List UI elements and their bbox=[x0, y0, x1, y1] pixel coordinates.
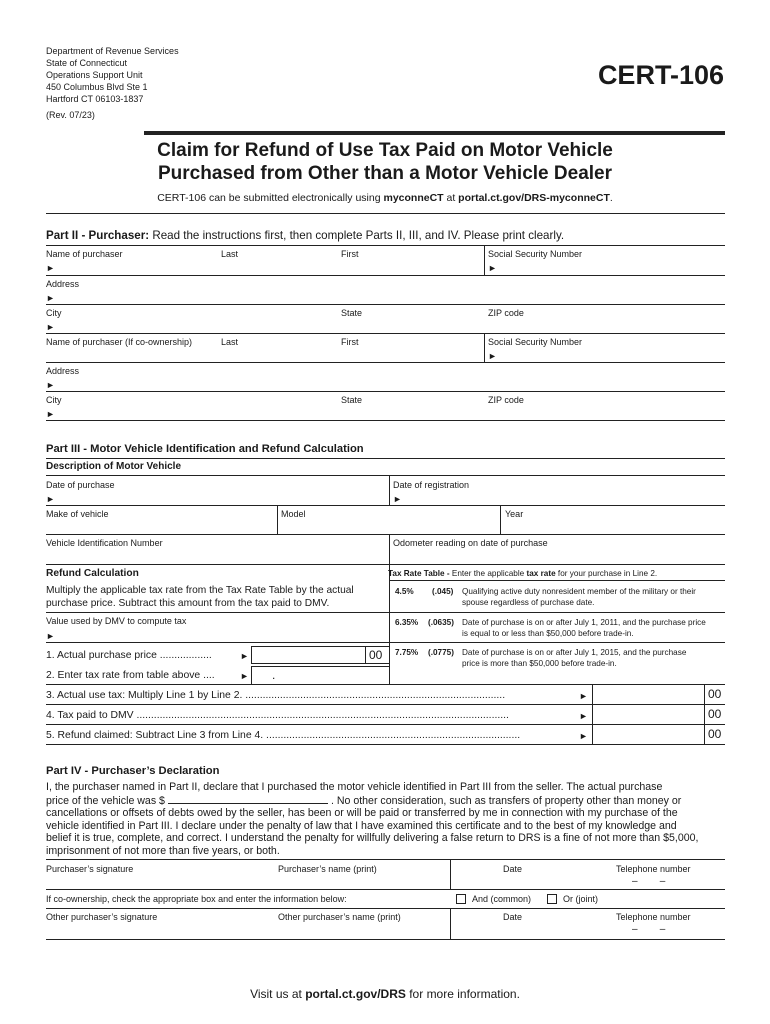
form-number: CERT-106 bbox=[597, 60, 724, 90]
footer-link[interactable]: portal.ct.gov/DRS bbox=[305, 987, 406, 1001]
divider bbox=[46, 245, 725, 246]
divider bbox=[46, 275, 725, 276]
refund-instructions-line-2: purchase price. Subtract this amount from the tax paid to DMV. bbox=[46, 598, 330, 609]
declaration-text bbox=[46, 781, 730, 858]
part2-instructions: Read the instructions first, then complete Parts II, III, and IV. Please print clearly. bbox=[152, 229, 565, 242]
co-ownership-instruction: If co-ownership, check the appropriate box and enter the information below: bbox=[46, 894, 347, 904]
divider bbox=[46, 889, 725, 890]
divider bbox=[46, 213, 725, 214]
rate-3-description-line-2: price is more than $50,000 before trade-in. bbox=[462, 659, 617, 668]
purchaser-signature-label: Purchaser’s signature bbox=[46, 864, 134, 874]
form-title-line-2: Purchased from Other than a Motor Vehicle Dealer bbox=[157, 163, 612, 184]
purchaser-name-print-label: Purchaser’s name (print) bbox=[278, 864, 377, 874]
rate-1-percent: 4.5% bbox=[395, 587, 414, 596]
co-first-name-label: First bbox=[341, 337, 359, 347]
footer-suffix: for more information. bbox=[405, 987, 520, 1001]
co-purchaser-name-label: Name of purchaser (If co-ownership) bbox=[46, 337, 193, 347]
divider bbox=[46, 564, 725, 565]
footer-prefix: Visit us at bbox=[250, 987, 306, 1001]
tax-rate-table-title: Tax Rate Table - bbox=[388, 569, 452, 578]
line-1-cents: 00 bbox=[369, 648, 383, 662]
tax-rate-table-text-2: for your purchase in Line 2. bbox=[555, 569, 658, 578]
declaration-line-4: vehicle identified in Part III. I declare under the penalty of law that I have examined this certificate and to the best of my knowledge and bbox=[46, 819, 677, 832]
divider bbox=[46, 391, 725, 392]
address-field[interactable]: ► bbox=[46, 293, 55, 303]
divider bbox=[46, 908, 725, 909]
declaration-line-6: imprisonment of not more than five years, or both. bbox=[46, 844, 280, 857]
purchase-price-field[interactable] bbox=[168, 794, 328, 804]
tax-rate-table-text-1: Enter the applicable bbox=[451, 569, 527, 578]
co-city-label: City bbox=[46, 395, 62, 405]
divider bbox=[46, 744, 725, 745]
tax-rate-table-heading bbox=[388, 568, 657, 579]
purchaser-date-label: Date bbox=[503, 864, 523, 874]
co-ssn-field[interactable]: ► bbox=[488, 351, 497, 361]
divider bbox=[389, 475, 390, 505]
line-2-decimal: . bbox=[272, 668, 276, 682]
divider bbox=[450, 859, 451, 889]
agency-line-2: State of Connecticut bbox=[46, 58, 128, 68]
rate-3-description-line-1: Date of purchase is on or after July 1, 2015, and the purchase bbox=[462, 648, 687, 657]
line-4-cents: 00 bbox=[708, 707, 722, 721]
date-of-purchase-label: Date of purchase bbox=[46, 480, 115, 490]
divider bbox=[46, 458, 725, 459]
dmv-value-field[interactable]: ► bbox=[46, 631, 55, 641]
date-of-registration-label: Date of registration bbox=[393, 480, 470, 490]
date-of-registration-field[interactable]: ► bbox=[393, 494, 402, 504]
other-purchaser-name-label: Other purchaser’s name (print) bbox=[278, 912, 401, 922]
purchaser-name-field[interactable]: ► bbox=[46, 263, 55, 273]
form-title-line-1: Claim for Refund of Use Tax Paid on Motor Vehicle bbox=[157, 140, 613, 161]
rate-1-decimal: (.045) bbox=[432, 587, 454, 596]
divider bbox=[484, 333, 485, 362]
part3-heading: Part III - Motor Vehicle Identification and Refund Calculation bbox=[46, 443, 364, 455]
divider bbox=[46, 304, 725, 305]
line-5-amount-field[interactable] bbox=[592, 724, 725, 744]
rate-2-description bbox=[462, 617, 706, 639]
divider bbox=[46, 939, 725, 940]
vehicle-description-heading: Description of Motor Vehicle bbox=[46, 461, 182, 472]
line-3-arrow: ► bbox=[579, 691, 588, 701]
co-address-field[interactable]: ► bbox=[46, 380, 55, 390]
line-1-label: 1. Actual purchase price .................. bbox=[46, 650, 212, 661]
declaration-line-5: belief it is true, complete, and correct. I understand the penalty for willfully delivering a false return to DRS is a fine of not more than $5,000, bbox=[46, 832, 699, 845]
divider bbox=[704, 704, 705, 724]
divider bbox=[46, 505, 725, 506]
refund-calculation-heading: Refund Calculation bbox=[46, 568, 139, 579]
declaration-line-2 bbox=[46, 794, 730, 808]
line-4-label: 4. Tax paid to DMV ................................................................................................................................. bbox=[46, 710, 509, 721]
divider bbox=[450, 908, 451, 939]
divider bbox=[389, 642, 725, 643]
other-purchaser-signature-label: Other purchaser’s signature bbox=[46, 912, 158, 922]
refund-instructions-line-1: Multiply the applicable tax rate from the Tax Rate Table by the actual bbox=[46, 585, 354, 596]
rate-2-description-line-1: Date of purchase is on or after July 1, 2011, and the purchase price bbox=[462, 618, 706, 627]
revision-date: (Rev. 07/23) bbox=[46, 110, 95, 120]
rate-3-description bbox=[462, 647, 686, 669]
last-name-label: Last bbox=[221, 249, 239, 259]
rate-3-decimal: (.0775) bbox=[428, 648, 454, 657]
rate-2-percent: 6.35% bbox=[395, 618, 419, 627]
state-label: State bbox=[341, 308, 363, 318]
ssn-field[interactable]: ► bbox=[488, 263, 497, 273]
divider bbox=[277, 505, 278, 534]
make-label: Make of vehicle bbox=[46, 509, 109, 519]
agency-line-4: 450 Columbus Blvd Ste 1 bbox=[46, 82, 148, 92]
electronic-notice bbox=[0, 192, 770, 205]
divider bbox=[46, 859, 725, 860]
divider bbox=[704, 724, 705, 744]
refund-instructions bbox=[46, 584, 354, 610]
vin-label: Vehicle Identification Number bbox=[46, 538, 163, 548]
line-4-amount-field[interactable] bbox=[592, 704, 725, 724]
ssn-label: Social Security Number bbox=[488, 249, 583, 259]
or-joint-label: Or (joint) bbox=[563, 894, 599, 904]
year-label: Year bbox=[505, 509, 524, 519]
rate-3-percent: 7.75% bbox=[395, 648, 419, 657]
tax-rate-table-bold-2: tax rate bbox=[526, 569, 556, 578]
electronic-middle: at bbox=[443, 192, 459, 204]
myconnect-link[interactable]: portal.ct.gov/DRS-myconneCT bbox=[458, 192, 610, 204]
agency-line-3: Operations Support Unit bbox=[46, 70, 143, 80]
divider bbox=[46, 333, 725, 334]
rate-2-description-line-2: is equal to or less than $50,000 before trade-in. bbox=[462, 629, 634, 638]
and-common-checkbox[interactable] bbox=[456, 894, 466, 904]
header-rule bbox=[144, 131, 725, 135]
divider bbox=[484, 245, 485, 275]
other-purchaser-date-label: Date bbox=[503, 912, 523, 922]
divider bbox=[389, 580, 725, 581]
line-3-amount-field[interactable] bbox=[592, 684, 725, 704]
zip-label: ZIP code bbox=[488, 308, 524, 318]
divider bbox=[46, 534, 725, 535]
line-5-cents: 00 bbox=[708, 727, 722, 741]
form-title bbox=[0, 139, 770, 185]
date-of-purchase-field[interactable]: ► bbox=[46, 494, 55, 504]
line-2-arrow: ► bbox=[240, 671, 249, 681]
declaration-price-prefix: price of the vehicle was $ bbox=[46, 794, 165, 807]
line-2-label: 2. Enter tax rate from table above .... bbox=[46, 670, 215, 681]
declaration-line-1: I, the purchaser named in Part II, declare that I purchased the motor vehicle identified in Part III from the seller. The actual purchase bbox=[46, 781, 663, 793]
line-5-arrow: ► bbox=[579, 731, 588, 741]
rate-2-decimal: (.0635) bbox=[428, 618, 454, 627]
co-address-label: Address bbox=[46, 366, 80, 376]
myconnect-name: myconneCT bbox=[383, 192, 444, 204]
address-label: Address bbox=[46, 279, 80, 289]
line-1-arrow: ► bbox=[240, 651, 249, 661]
rate-1-description bbox=[462, 586, 696, 608]
co-state-label: State bbox=[341, 395, 363, 405]
agency-address bbox=[46, 45, 179, 121]
divider bbox=[365, 646, 366, 664]
declaration-line-3: cancellations or offsets of debts owed by the seller, has been or will be paid or transferred by me in connection with my purchase of the bbox=[46, 807, 678, 820]
line-5-label: 5. Refund claimed: Subtract Line 3 from Line 4. ........................................................................................ bbox=[46, 730, 521, 741]
divider bbox=[46, 612, 389, 613]
declaration-price-suffix: . No other consideration, such as transfers of property other than money or bbox=[330, 794, 682, 807]
divider bbox=[46, 362, 725, 363]
city-label: City bbox=[46, 308, 62, 318]
purchaser-phone-field[interactable]: – – bbox=[632, 876, 666, 887]
divider bbox=[500, 505, 501, 534]
city-field[interactable]: ► bbox=[46, 322, 55, 332]
dmv-value-label: Value used by DMV to compute tax bbox=[46, 616, 187, 626]
other-purchaser-phone-label: Telephone number bbox=[616, 912, 691, 922]
first-name-label: First bbox=[341, 249, 359, 259]
divider bbox=[46, 420, 725, 421]
part4-heading: Part IV - Purchaser’s Declaration bbox=[46, 765, 220, 777]
agency-line-5: Hartford CT 06103-1837 bbox=[46, 94, 144, 104]
electronic-prefix: CERT-106 can be submitted electronically using bbox=[157, 192, 384, 204]
line-3-label: 3. Actual use tax: Multiply Line 1 by Line 2. .......................................................................................... bbox=[46, 690, 506, 701]
divider bbox=[46, 642, 389, 643]
divider bbox=[46, 475, 725, 476]
co-zip-label: ZIP code bbox=[488, 395, 524, 405]
electronic-suffix: . bbox=[609, 192, 613, 204]
line-3-cents: 00 bbox=[708, 687, 722, 701]
co-ssn-label: Social Security Number bbox=[488, 337, 583, 347]
co-last-name-label: Last bbox=[221, 337, 239, 347]
other-purchaser-phone-field[interactable]: – – bbox=[632, 924, 666, 935]
or-joint-checkbox[interactable] bbox=[547, 894, 557, 904]
and-common-label: And (common) bbox=[472, 894, 532, 904]
co-city-field[interactable]: ► bbox=[46, 409, 55, 419]
footer bbox=[0, 987, 770, 1001]
model-label: Model bbox=[281, 509, 306, 519]
rate-1-description-line-2: spouse regardless of purchase date. bbox=[462, 598, 595, 607]
purchaser-phone-label: Telephone number bbox=[616, 864, 691, 874]
line-4-arrow: ► bbox=[579, 711, 588, 721]
divider bbox=[704, 684, 705, 704]
odometer-label: Odometer reading on date of purchase bbox=[393, 538, 548, 548]
purchaser-name-label: Name of purchaser bbox=[46, 249, 123, 259]
agency-line-1: Department of Revenue Services bbox=[46, 46, 179, 56]
part2-heading bbox=[46, 229, 564, 243]
rate-1-description-line-1: Qualifying active duty nonresident member of the military or their bbox=[462, 587, 696, 596]
divider bbox=[389, 534, 390, 564]
divider bbox=[389, 612, 725, 613]
part2-title: Part II - Purchaser: bbox=[46, 229, 150, 242]
divider bbox=[389, 564, 390, 684]
